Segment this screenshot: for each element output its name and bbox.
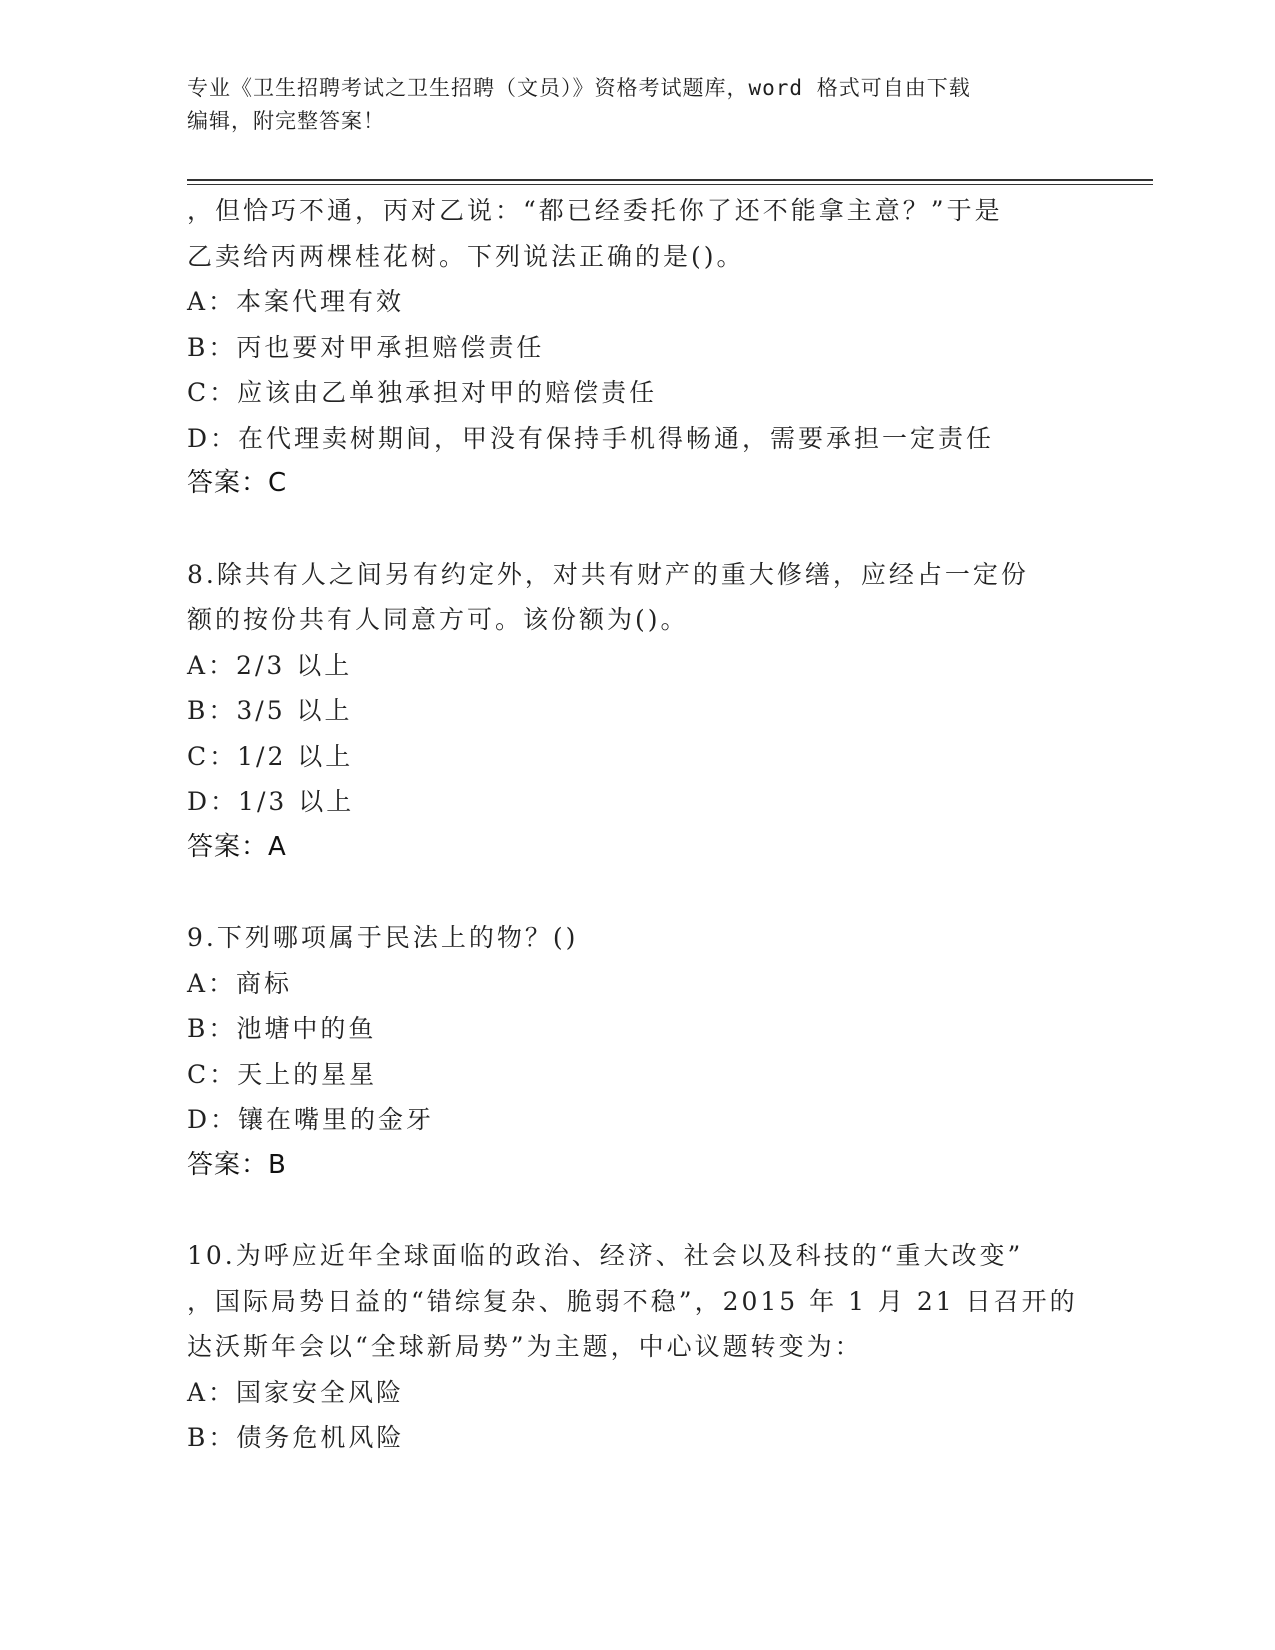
answer-line: 答案：B (187, 1149, 287, 1180)
answer-line: 答案：A (187, 831, 287, 862)
option-c: C：天上的星星 (187, 1059, 378, 1089)
option-d: D：镶在嘴里的金牙 (187, 1105, 435, 1134)
spacer (187, 1188, 1087, 1233)
option-b: B：3/5 以上 (187, 696, 353, 725)
option-d: D：在代理卖树期间，甲没有保持手机得畅通，需要承担一定责任 (187, 423, 995, 453)
option-b: B：丙也要对甲承担赔偿责任 (187, 332, 545, 362)
header-divider-thin (187, 184, 1153, 185)
option-a: A：国家安全风险 (187, 1377, 405, 1407)
question-content (187, 188, 1087, 1461)
option-b: B：债务危机风险 (187, 1423, 405, 1452)
question-stem-line: 乙卖给丙两棵桂花树。下列说法正确的是()。 (187, 241, 745, 271)
spacer (187, 507, 1087, 552)
option-d: D：1/3 以上 (187, 787, 355, 816)
option-c: C：应该由乙单独承担对甲的赔偿责任 (187, 378, 658, 407)
option-a: A：商标 (187, 968, 293, 998)
question-stem-line: 9.下列哪项属于民法上的物？() (187, 923, 579, 952)
question-stem-line: 8.除共有人之间另有约定外，对共有财产的重大修缮，应经占一定份 (187, 559, 1029, 589)
question-stem-line: 额的按份共有人同意方可。该份额为()。 (187, 605, 689, 634)
option-c: C：1/2 以上 (187, 741, 354, 771)
question-stem-line: 10.为呼应近年全球面临的政治、经济、社会以及科技的“重大改变” (187, 1241, 1024, 1270)
option-b: B：池塘中的鱼 (187, 1014, 377, 1043)
option-a: A：2/3 以上 (187, 650, 353, 680)
question-stem-line: ，但恰巧不通，丙对乙说：“都已经委托你了还不能拿主意？”于是 (187, 196, 1003, 225)
question-stem-line: 达沃斯年会以“全球新局势”为主题，中心议题转变为： (187, 1332, 863, 1361)
question-8 (187, 552, 1087, 871)
header-line-1: 专业《卫生招聘考试之卫生招聘（文员）》资格考试题库，word 格式可自由下载 (187, 76, 971, 100)
document-header (187, 72, 1087, 138)
question-9 (187, 915, 1087, 1188)
answer-line: 答案：C (187, 468, 288, 498)
question-7 (187, 188, 1087, 507)
option-a: A：本案代理有效 (187, 287, 405, 316)
spacer (187, 870, 1087, 915)
header-line-2: 编辑，附完整答案！ (187, 109, 385, 133)
header-divider-thick (187, 179, 1153, 181)
question-10 (187, 1233, 1087, 1461)
question-stem-line: ，国际局势日益的“错综复杂、脆弱不稳”，2015 年 1 月 21 日召开的 (187, 1286, 1078, 1316)
